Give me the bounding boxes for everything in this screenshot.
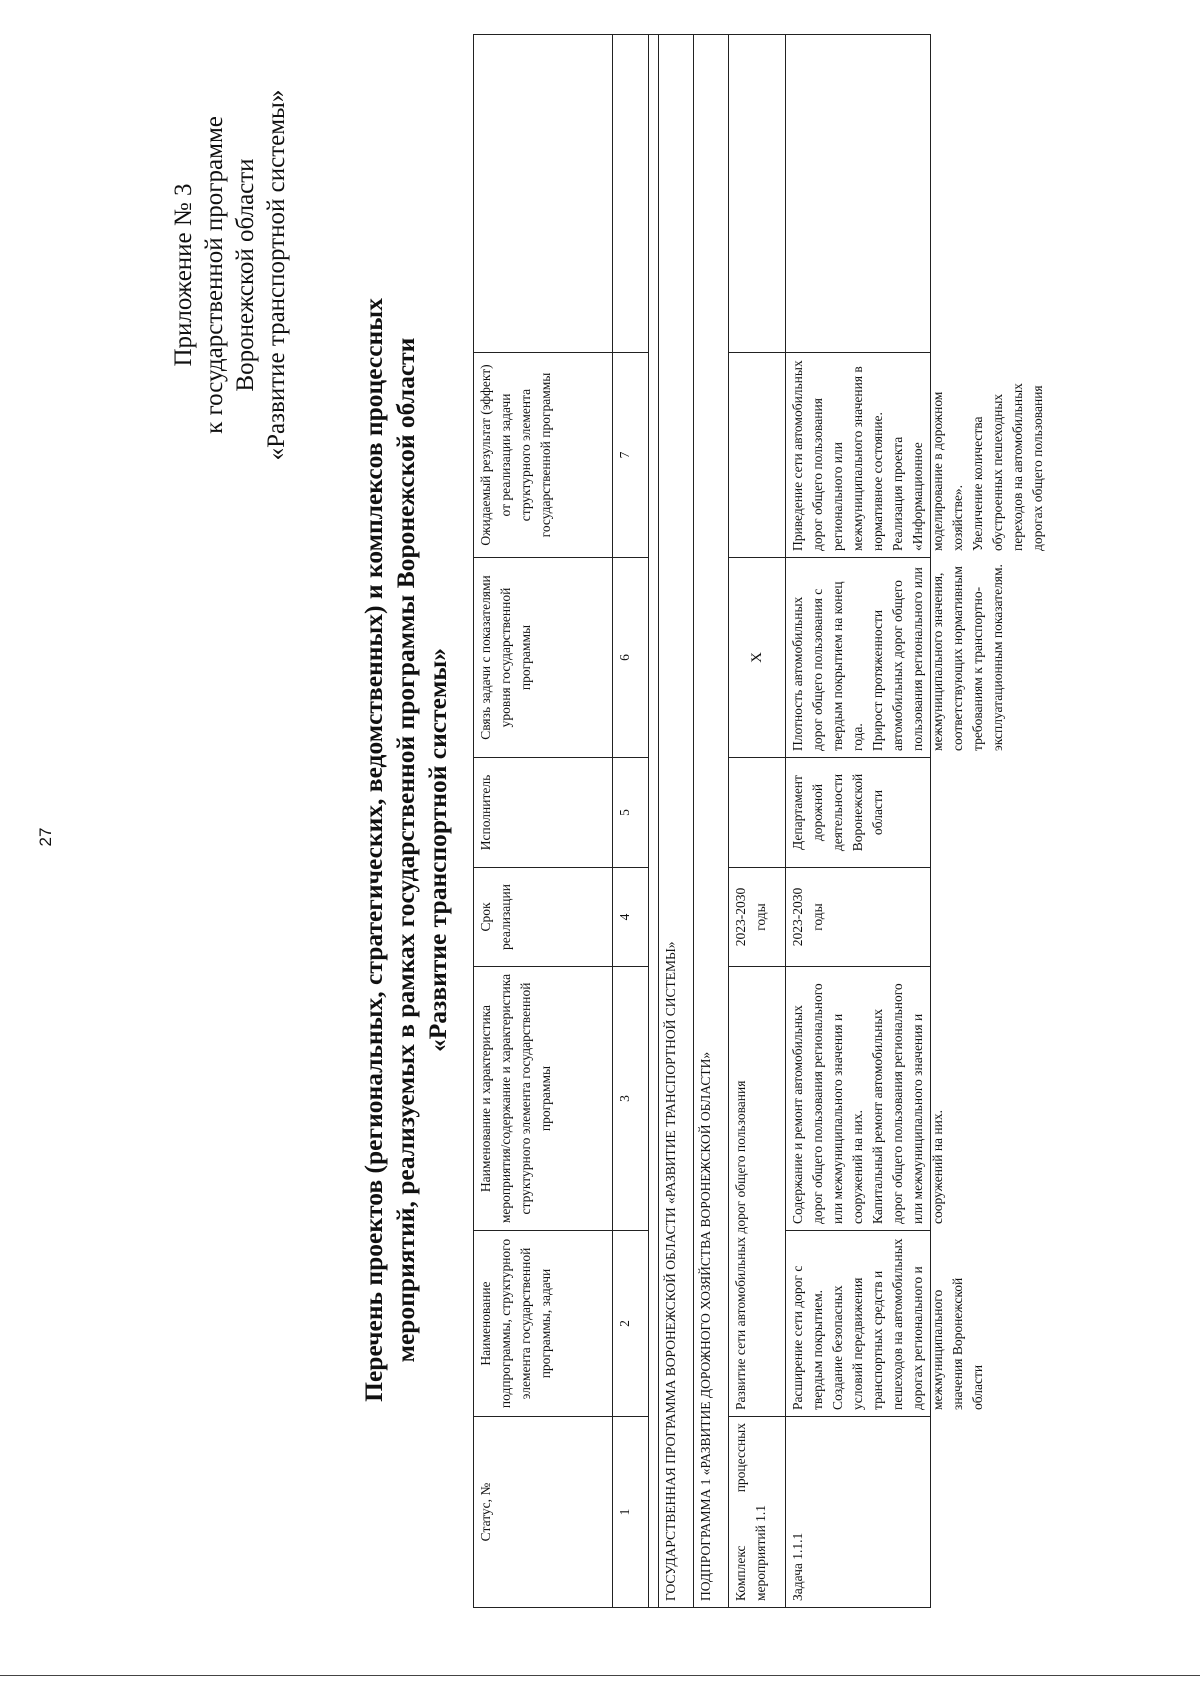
task-description: Содержание и ремонт автомобильных дорог общего пользования регионального или межмуниципального значения и сооружений на них. Капитальный ремонт автомобильных дорог общего пользования регионального или межмуниципального значения и сооружений на них.: [790, 983, 945, 1224]
complex-name-cell: Развитие сети автомобильных дорог общего пользования: [729, 967, 786, 1417]
subprogram-title-cell: ПОДПРОГРАММА 1 «РАЗВИТИЕ ДОРОЖНОГО ХОЗЯЙСТВА ВОРОНЕЖСКОЙ ОБЛАСТИ»: [694, 35, 729, 1608]
appendix-program-name: «Развитие транспортной системы»: [263, 89, 290, 461]
task-expected-result: Приведение сети автомобильных дорог общего пользования регионального или межмуниципального значения в нормативное состояние. Реализация проекта «Информационное моделирование в дорожном хозяйстве». Увеличение количества обустроенных пешеходных переходов на автомобильных дорогах общего пользования: [790, 360, 1045, 551]
header-subprogram-name: Наименование подпрограммы, структурного элемента государственной программы, задачи: [474, 1231, 613, 1417]
separator-cell: [649, 35, 659, 1608]
bottom-rule: [0, 1675, 1200, 1676]
title-line-3: «Развитие транспортной системы»: [423, 648, 452, 1053]
complex-executor-cell: [729, 758, 786, 868]
complex-measures-row: [729, 35, 786, 1608]
column-number: 1: [613, 1417, 649, 1608]
task-term-cell: [786, 868, 931, 967]
complex-link-cell: Х: [729, 558, 786, 758]
complex-result-cell: [729, 353, 786, 558]
header-measure-description: Наименование и характеристика мероприятия/содержание и характеристика структурного элемента государственной программы: [474, 967, 613, 1231]
title-line-1: Перечень проектов (региональных, стратегических, ведомственных) и комплексов процессных: [359, 298, 388, 1402]
complex-status-cell: Комплекс процессных мероприятий 1.1: [729, 1417, 786, 1608]
column-number: 6: [613, 558, 649, 758]
header-empty-cell: [474, 35, 613, 353]
task-status: Задача 1.1.1: [790, 1532, 805, 1601]
appendix-region-line: Воронежской области: [232, 158, 259, 392]
projects-table: [473, 34, 1045, 1608]
empty-cell: [786, 35, 931, 353]
page-number: 27: [36, 827, 55, 847]
column-number-row: [613, 35, 649, 1608]
task-executor: Департамент дорожной деятельности Воронежской области: [790, 773, 885, 852]
task-indicator-link: Плотность автомобильных дорог общего пользования с твердым покрытием на конец года. Прирост протяженности автомобильных дорог общего пользования регионального или межмуниципального значения, соответствующих нормативным требованиям к транспортно-эксплуатационным показателям.: [790, 564, 1005, 751]
table-header-row: [474, 35, 613, 1608]
document-title: [358, 170, 454, 1530]
task-result-cell: [786, 353, 1045, 558]
appendix-ref-line: к государственной программе: [201, 116, 228, 434]
task-name: Расширение сети дорог с твердым покрытием. Создание безопасных условий передвижения транспортных средств и пешеходов на автомобильных дорогах регионального и межмуниципального значения Воронежской области: [790, 1238, 985, 1410]
column-number: 2: [613, 1231, 649, 1417]
empty-cell: [729, 35, 786, 353]
task-description-cell: [786, 967, 945, 1231]
separator-row: [649, 35, 659, 1608]
subprogram-row: [694, 35, 729, 1608]
column-number: 7: [613, 353, 649, 558]
program-title-cell: ГОСУДАРСТВЕННАЯ ПРОГРАММА ВОРОНЕЖСКОЙ ОБЛАСТИ «РАЗВИТИЕ ТРАНСПОРТНОЙ СИСТЕМЫ»: [659, 35, 694, 1608]
title-line-2: мероприятий, реализуемых в рамках государственной программы Воронежской области: [391, 337, 420, 1363]
column-number: 3: [613, 967, 649, 1231]
header-executor: Исполнитель: [474, 758, 613, 868]
task-status-cell: [786, 1417, 931, 1608]
complex-term-cell: 2023-2030 годы: [729, 868, 786, 967]
landscape-sheet: [168, 30, 1128, 1650]
task-row: [786, 35, 931, 1608]
header-status: Статус, №: [474, 1417, 613, 1608]
column-number: 4: [613, 868, 649, 967]
header-expected-result: Ожидаемый результат (эффект) от реализации задачи структурного элемента государственной программы: [474, 353, 613, 558]
task-name-cell: [786, 1231, 985, 1417]
column-number: 5: [613, 758, 649, 868]
header-indicator-link: Связь задачи с показателями уровня государственной программы: [474, 558, 613, 758]
empty-cell: [613, 35, 649, 353]
appendix-heading: [168, 40, 292, 510]
task-executor-cell: [786, 758, 931, 868]
appendix-number: Приложение № 3: [170, 183, 197, 367]
header-term: Срок реализации: [474, 868, 613, 967]
task-link-cell: [786, 558, 1005, 758]
program-row: [659, 35, 694, 1608]
task-term: 2023-2030 годы: [790, 887, 825, 947]
